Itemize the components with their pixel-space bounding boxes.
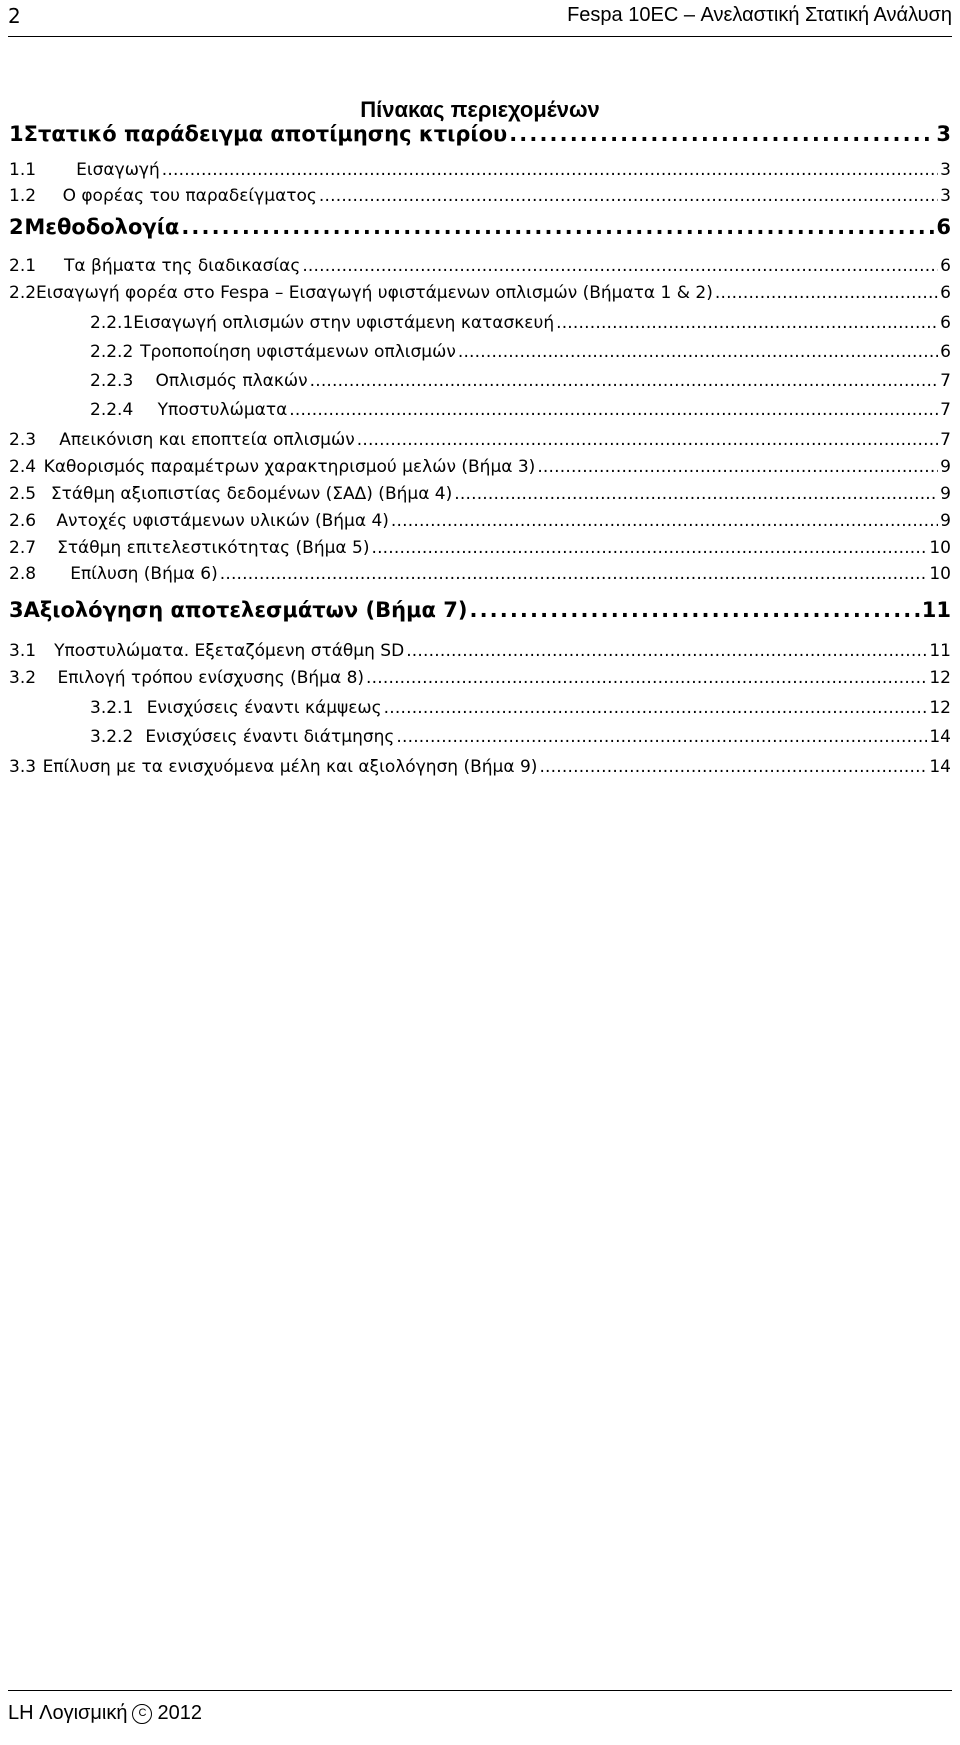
header-rule bbox=[8, 36, 952, 37]
toc-dot-leader bbox=[454, 484, 938, 504]
toc-entry-page: 7 bbox=[940, 430, 951, 450]
toc-dot-leader bbox=[458, 342, 938, 362]
toc-entry-number: 3.2.1 bbox=[90, 698, 134, 718]
toc-entry-page: 9 bbox=[940, 484, 951, 504]
toc-entry[interactable] bbox=[9, 283, 951, 303]
toc-dot-leader bbox=[310, 371, 939, 391]
toc-entry[interactable] bbox=[90, 698, 951, 718]
toc-entry[interactable] bbox=[9, 598, 951, 622]
footer-year: 2012 bbox=[157, 1702, 202, 1724]
toc-entry[interactable] bbox=[9, 668, 951, 688]
toc-entry-number: 2.2.4 bbox=[90, 400, 134, 420]
toc-entry-number: 2.3 bbox=[9, 430, 37, 450]
document-title: Fespa 10EC – Ανελαστική Στατική Ανάλυση bbox=[567, 4, 952, 26]
toc-entry[interactable] bbox=[9, 757, 951, 777]
toc-entry-page: 11 bbox=[929, 641, 951, 661]
toc-entry-page: 3 bbox=[936, 122, 951, 146]
toc-entry-number: 2.2.1 bbox=[90, 313, 134, 333]
toc-entry[interactable] bbox=[9, 484, 951, 504]
toc-entry-page: 9 bbox=[940, 511, 951, 531]
toc-entry[interactable] bbox=[9, 256, 951, 276]
toc-entry[interactable] bbox=[9, 538, 951, 558]
toc-dot-leader bbox=[371, 538, 927, 558]
toc-entry-page: 11 bbox=[921, 598, 951, 622]
toc-dot-leader bbox=[556, 313, 938, 333]
toc-entry[interactable] bbox=[9, 641, 951, 661]
toc-dot-leader bbox=[539, 757, 927, 777]
toc-dot-leader bbox=[469, 598, 919, 622]
toc-entry[interactable] bbox=[9, 122, 951, 146]
toc-entry-title: Στατικό παράδειγμα αποτίμησης κτιρίου bbox=[23, 122, 508, 146]
toc-entry-number: 1.2 bbox=[9, 186, 37, 206]
toc-entry-number: 1 bbox=[9, 122, 24, 146]
toc-entry[interactable] bbox=[90, 313, 951, 333]
toc-entry-page: 12 bbox=[929, 698, 951, 718]
toc-entry-page: 7 bbox=[940, 400, 951, 420]
toc-dot-leader bbox=[509, 122, 934, 146]
toc-entry-title: Εισαγωγή bbox=[76, 160, 160, 180]
toc-dot-leader bbox=[357, 430, 938, 450]
toc-entry-page: 6 bbox=[940, 342, 951, 362]
toc-entry-title: Αξιολόγηση αποτελεσμάτων (Βήμα 7) bbox=[23, 598, 468, 622]
toc-entry-number: 2.2.3 bbox=[90, 371, 134, 391]
toc-entry-title: Τα βήματα της διαδικασίας bbox=[64, 256, 301, 276]
toc-entry-page: 14 bbox=[929, 727, 951, 747]
toc-entry-title: Υποστυλώματα bbox=[157, 400, 288, 420]
toc-entry-page: 7 bbox=[940, 371, 951, 391]
page-number: 2 bbox=[8, 4, 21, 28]
toc-entry-number: 2.2.2 bbox=[90, 342, 134, 362]
toc-entry-number: 2.5 bbox=[9, 484, 37, 504]
toc-entry[interactable] bbox=[90, 400, 951, 420]
toc-entry-title: Επίλυση με τα ενισχυόμενα μέλη και αξιολόγηση (Βήμα 9) bbox=[42, 757, 538, 777]
toc-dot-leader bbox=[181, 215, 934, 239]
footer-company: LH Λογισμική bbox=[8, 1702, 128, 1724]
toc-entry-title: Μεθοδολογία bbox=[24, 215, 180, 239]
toc-dot-leader bbox=[162, 160, 938, 180]
toc-entry-title: Αντοχές υφιστάμενων υλικών (Βήμα 4) bbox=[56, 511, 389, 531]
toc-entry-number: 2.8 bbox=[9, 564, 37, 584]
toc-dot-leader bbox=[220, 564, 928, 584]
toc-dot-leader bbox=[396, 727, 927, 747]
toc-entry-title: Στάθμη επιτελεστικότητας (Βήμα 5) bbox=[57, 538, 370, 558]
toc-entry[interactable] bbox=[9, 430, 951, 450]
toc-entry-number: 3.3 bbox=[9, 757, 37, 777]
toc-dot-leader bbox=[537, 457, 938, 477]
toc-entry-title: Απεικόνιση και εποπτεία οπλισμών bbox=[59, 430, 355, 450]
toc-entry-title: Επίλυση (Βήμα 6) bbox=[70, 564, 218, 584]
toc-entry-number: 2.1 bbox=[9, 256, 37, 276]
toc-entry[interactable] bbox=[9, 186, 951, 206]
toc-entry-page: 10 bbox=[929, 538, 951, 558]
toc-entry-title: Στάθμη αξιοπιστίας δεδομένων (ΣΑΔ) (Βήμα 4) bbox=[50, 484, 453, 504]
toc-entry-number: 3.2 bbox=[9, 668, 37, 688]
toc-entry[interactable] bbox=[9, 160, 951, 180]
toc-entry[interactable] bbox=[9, 215, 951, 239]
toc-entry-title: Καθορισμός παραμέτρων χαρακτηρισμού μελών (Βήμα 3) bbox=[43, 457, 536, 477]
toc-entry[interactable] bbox=[9, 457, 951, 477]
toc-entry-page: 12 bbox=[929, 668, 951, 688]
toc-dot-leader bbox=[384, 698, 928, 718]
toc-entry-number: 1.1 bbox=[9, 160, 37, 180]
toc-entry-page: 3 bbox=[940, 186, 951, 206]
toc-entry-number: 2.6 bbox=[9, 511, 37, 531]
toc-entry-page: 6 bbox=[940, 313, 951, 333]
toc-entry[interactable] bbox=[90, 371, 951, 391]
toc-entry-title: Υποστυλώματα. Εξεταζόμενη στάθμη SD bbox=[54, 641, 405, 661]
toc-dot-leader bbox=[715, 283, 938, 303]
toc-entry-number: 3 bbox=[9, 598, 24, 622]
toc-entry-page: 6 bbox=[940, 256, 951, 276]
toc-entry[interactable] bbox=[9, 511, 951, 531]
toc-entry-page: 10 bbox=[929, 564, 951, 584]
toc-dot-leader bbox=[302, 256, 938, 276]
toc-dot-leader bbox=[289, 400, 938, 420]
toc-entry-page: 6 bbox=[940, 283, 951, 303]
toc-entry-number: 3.1 bbox=[9, 641, 37, 661]
toc-entry-page: 9 bbox=[940, 457, 951, 477]
toc-entry-title: Ενισχύσεις έναντι διάτμησης bbox=[145, 727, 395, 747]
toc-entry[interactable] bbox=[90, 727, 951, 747]
toc-entry-title: Ο φορέας του παραδείγματος bbox=[62, 186, 317, 206]
toc-entry[interactable] bbox=[90, 342, 951, 362]
toc-entry-number: 2.2 bbox=[9, 283, 37, 303]
toc-entry-number: 3.2.2 bbox=[90, 727, 134, 747]
toc-title: Πίνακας περιεχομένων bbox=[360, 97, 600, 122]
toc-dot-leader bbox=[406, 641, 927, 661]
toc-entry-page: 14 bbox=[929, 757, 951, 777]
toc-entry[interactable] bbox=[9, 564, 951, 584]
toc-dot-leader bbox=[319, 186, 938, 206]
toc-entry-title: Τροποποίηση υφιστάμενων οπλισμών bbox=[140, 342, 456, 362]
toc-entry-title: Εισαγωγή φορέα στο Fespa – Εισαγωγή υφιστάμενων οπλισμών (Βήματα 1 & 2) bbox=[36, 283, 713, 303]
page-header bbox=[0, 0, 960, 40]
footer-rule bbox=[8, 1690, 952, 1691]
toc-dot-leader bbox=[366, 668, 927, 688]
page-footer bbox=[0, 1690, 960, 1745]
toc-entry-number: 2.4 bbox=[9, 457, 37, 477]
toc-entry-page: 3 bbox=[940, 160, 951, 180]
toc-entry-title: Οπλισμός πλακών bbox=[155, 371, 308, 391]
toc-entry-number: 2.7 bbox=[9, 538, 37, 558]
toc-entry-title: Εισαγωγή οπλισμών στην υφιστάμενη κατασκευή bbox=[133, 313, 555, 333]
toc-entry-title: Ενισχύσεις έναντι κάμψεως bbox=[146, 698, 382, 718]
toc-entry-page: 6 bbox=[936, 215, 951, 239]
toc-entry-title: Επιλογή τρόπου ενίσχυσης (Βήμα 8) bbox=[57, 668, 365, 688]
toc-entry-number: 2 bbox=[9, 215, 24, 239]
toc-dot-leader bbox=[391, 511, 938, 531]
copyright-icon: C bbox=[132, 1704, 152, 1724]
